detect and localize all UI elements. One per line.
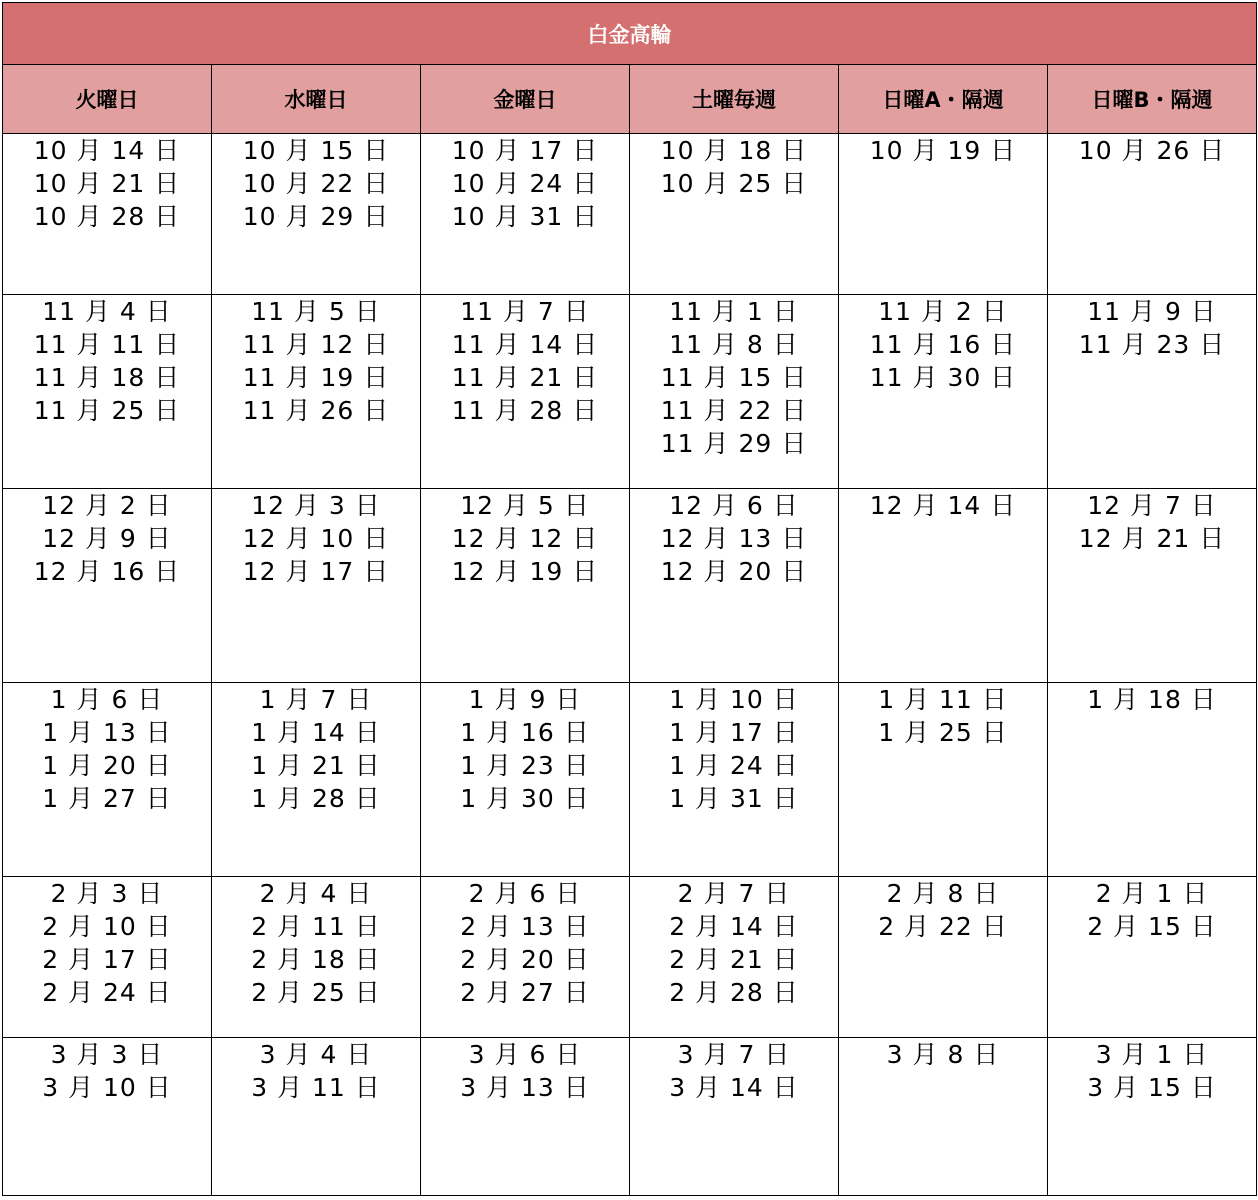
- date-entry: 11 月 7 日: [460, 297, 590, 326]
- date-entry: 3 月 10 日: [42, 1073, 172, 1102]
- date-entry: 3 月 7 日: [677, 1040, 791, 1069]
- date-cell: [839, 1038, 1048, 1196]
- date-entry: 2 月 10 日: [42, 912, 172, 941]
- date-entry: 11 月 11 日: [33, 330, 181, 359]
- date-entry: 1 月 30 日: [460, 784, 590, 813]
- date-entry: 1 月 24 日: [669, 751, 799, 780]
- date-cell: [630, 295, 839, 489]
- date-entry: 12 月 20 日: [660, 557, 808, 586]
- header-row: [3, 65, 1257, 134]
- date-entry: 2 月 24 日: [42, 978, 172, 1007]
- date-entry: 2 月 4 日: [259, 879, 373, 908]
- column-header: 水曜日: [212, 65, 421, 134]
- date-cell: [630, 489, 839, 683]
- date-entry: 1 月 18 日: [1087, 685, 1217, 714]
- column-header: 土曜毎週: [630, 65, 839, 134]
- date-entry: 11 月 4 日: [42, 297, 172, 326]
- date-entry: 2 月 7 日: [677, 879, 791, 908]
- date-entry: 10 月 19 日: [869, 136, 1017, 165]
- column-header: 火曜日: [3, 65, 212, 134]
- date-entry: 10 月 31 日: [451, 202, 599, 231]
- date-cell: [421, 134, 630, 295]
- date-entry: 11 月 21 日: [451, 363, 599, 392]
- date-entry: 12 月 14 日: [869, 491, 1017, 520]
- date-cell: [839, 489, 1048, 683]
- date-entry: 1 月 17 日: [669, 718, 799, 747]
- date-entry: 3 月 1 日: [1095, 1040, 1209, 1069]
- date-entry: 11 月 22 日: [660, 396, 808, 425]
- date-cell: [3, 489, 212, 683]
- date-entry: 3 月 6 日: [468, 1040, 582, 1069]
- date-cell: [1048, 134, 1257, 295]
- date-entry: 12 月 10 日: [242, 524, 390, 553]
- date-entry: 10 月 26 日: [1078, 136, 1226, 165]
- date-entry: 12 月 2 日: [42, 491, 172, 520]
- date-cell: [1048, 1038, 1257, 1196]
- date-entry: 12 月 19 日: [451, 557, 599, 586]
- date-cell: [839, 877, 1048, 1038]
- date-entry: 1 月 25 日: [878, 718, 1008, 747]
- date-entry: 3 月 14 日: [669, 1073, 799, 1102]
- date-entry: 10 月 18 日: [660, 136, 808, 165]
- date-entry: 1 月 11 日: [878, 685, 1008, 714]
- date-entry: 1 月 23 日: [460, 751, 590, 780]
- date-entry: 2 月 17 日: [42, 945, 172, 974]
- date-entry: 11 月 25 日: [33, 396, 181, 425]
- date-entry: 1 月 14 日: [251, 718, 381, 747]
- date-entry: 11 月 19 日: [242, 363, 390, 392]
- date-cell: [3, 295, 212, 489]
- date-cell: [421, 877, 630, 1038]
- date-entry: 3 月 3 日: [50, 1040, 164, 1069]
- date-cell: [3, 1038, 212, 1196]
- date-entry: 12 月 3 日: [251, 491, 381, 520]
- date-entry: 2 月 27 日: [460, 978, 590, 1007]
- table-row: [3, 134, 1257, 295]
- date-entry: 10 月 24 日: [451, 169, 599, 198]
- date-entry: 12 月 5 日: [460, 491, 590, 520]
- date-entry: 12 月 7 日: [1087, 491, 1217, 520]
- date-entry: 12 月 13 日: [660, 524, 808, 553]
- date-cell: [421, 1038, 630, 1196]
- date-cell: [839, 683, 1048, 877]
- date-entry: 11 月 9 日: [1087, 297, 1217, 326]
- date-entry: 11 月 23 日: [1078, 330, 1226, 359]
- date-entry: 10 月 22 日: [242, 169, 390, 198]
- date-entry: 11 月 1 日: [669, 297, 799, 326]
- date-entry: 11 月 15 日: [660, 363, 808, 392]
- date-entry: 10 月 25 日: [660, 169, 808, 198]
- date-cell: [630, 877, 839, 1038]
- date-entry: 1 月 7 日: [259, 685, 373, 714]
- table-row: [3, 683, 1257, 877]
- column-header: 日曜B・隔週: [1048, 65, 1257, 134]
- date-entry: 3 月 15 日: [1087, 1073, 1217, 1102]
- date-entry: 2 月 13 日: [460, 912, 590, 941]
- date-cell: [630, 134, 839, 295]
- date-cell: [1048, 489, 1257, 683]
- date-cell: [212, 1038, 421, 1196]
- date-entry: 11 月 12 日: [242, 330, 390, 359]
- date-entry: 12 月 21 日: [1078, 524, 1226, 553]
- date-cell: [212, 489, 421, 683]
- date-entry: 10 月 15 日: [242, 136, 390, 165]
- date-entry: 2 月 8 日: [886, 879, 1000, 908]
- date-cell: [421, 295, 630, 489]
- date-entry: 3 月 8 日: [886, 1040, 1000, 1069]
- date-cell: [3, 683, 212, 877]
- column-header: 金曜日: [421, 65, 630, 134]
- date-entry: 12 月 6 日: [669, 491, 799, 520]
- date-entry: 2 月 21 日: [669, 945, 799, 974]
- date-entry: 2 月 6 日: [468, 879, 582, 908]
- date-entry: 1 月 16 日: [460, 718, 590, 747]
- date-entry: 10 月 28 日: [33, 202, 181, 231]
- date-entry: 11 月 16 日: [869, 330, 1017, 359]
- date-entry: 2 月 11 日: [251, 912, 381, 941]
- date-entry: 3 月 11 日: [251, 1073, 381, 1102]
- schedule-table: [2, 2, 1257, 1196]
- table-row: [3, 489, 1257, 683]
- date-cell: [3, 877, 212, 1038]
- date-cell: [212, 877, 421, 1038]
- date-entry: 1 月 31 日: [669, 784, 799, 813]
- date-entry: 1 月 10 日: [669, 685, 799, 714]
- date-entry: 10 月 17 日: [451, 136, 599, 165]
- date-entry: 11 月 14 日: [451, 330, 599, 359]
- date-entry: 2 月 3 日: [50, 879, 164, 908]
- date-entry: 12 月 12 日: [451, 524, 599, 553]
- column-header: 日曜A・隔週: [839, 65, 1048, 134]
- date-entry: 2 月 18 日: [251, 945, 381, 974]
- date-entry: 2 月 1 日: [1095, 879, 1209, 908]
- date-entry: 11 月 18 日: [33, 363, 181, 392]
- date-cell: [1048, 295, 1257, 489]
- date-cell: [630, 683, 839, 877]
- date-entry: 1 月 9 日: [468, 685, 582, 714]
- date-entry: 1 月 6 日: [50, 685, 164, 714]
- date-entry: 11 月 5 日: [251, 297, 381, 326]
- date-entry: 11 月 26 日: [242, 396, 390, 425]
- date-entry: 2 月 28 日: [669, 978, 799, 1007]
- date-cell: [421, 683, 630, 877]
- date-cell: [1048, 683, 1257, 877]
- table-row: [3, 877, 1257, 1038]
- date-entry: 10 月 21 日: [33, 169, 181, 198]
- date-cell: [839, 134, 1048, 295]
- date-entry: 12 月 9 日: [42, 524, 172, 553]
- date-entry: 11 月 29 日: [660, 429, 808, 458]
- date-entry: 10 月 29 日: [242, 202, 390, 231]
- date-entry: 2 月 15 日: [1087, 912, 1217, 941]
- title-row: [3, 3, 1257, 65]
- date-entry: 12 月 16 日: [33, 557, 181, 586]
- date-entry: 3 月 4 日: [259, 1040, 373, 1069]
- date-entry: 1 月 27 日: [42, 784, 172, 813]
- date-cell: [630, 1038, 839, 1196]
- date-cell: [839, 295, 1048, 489]
- date-entry: 11 月 2 日: [878, 297, 1008, 326]
- date-entry: 10 月 14 日: [33, 136, 181, 165]
- date-entry: 3 月 13 日: [460, 1073, 590, 1102]
- date-entry: 1 月 28 日: [251, 784, 381, 813]
- table-title: 白金高輪: [3, 3, 1257, 65]
- date-entry: 2 月 25 日: [251, 978, 381, 1007]
- date-cell: [421, 489, 630, 683]
- date-entry: 12 月 17 日: [242, 557, 390, 586]
- date-entry: 1 月 20 日: [42, 751, 172, 780]
- date-entry: 1 月 21 日: [251, 751, 381, 780]
- date-entry: 11 月 30 日: [869, 363, 1017, 392]
- date-entry: 2 月 22 日: [878, 912, 1008, 941]
- date-cell: [3, 134, 212, 295]
- date-cell: [212, 295, 421, 489]
- date-cell: [212, 134, 421, 295]
- table-row: [3, 1038, 1257, 1196]
- date-entry: 2 月 14 日: [669, 912, 799, 941]
- date-entry: 11 月 28 日: [451, 396, 599, 425]
- date-cell: [212, 683, 421, 877]
- date-entry: 2 月 20 日: [460, 945, 590, 974]
- table-row: [3, 295, 1257, 489]
- date-entry: 1 月 13 日: [42, 718, 172, 747]
- date-entry: 11 月 8 日: [669, 330, 799, 359]
- date-cell: [1048, 877, 1257, 1038]
